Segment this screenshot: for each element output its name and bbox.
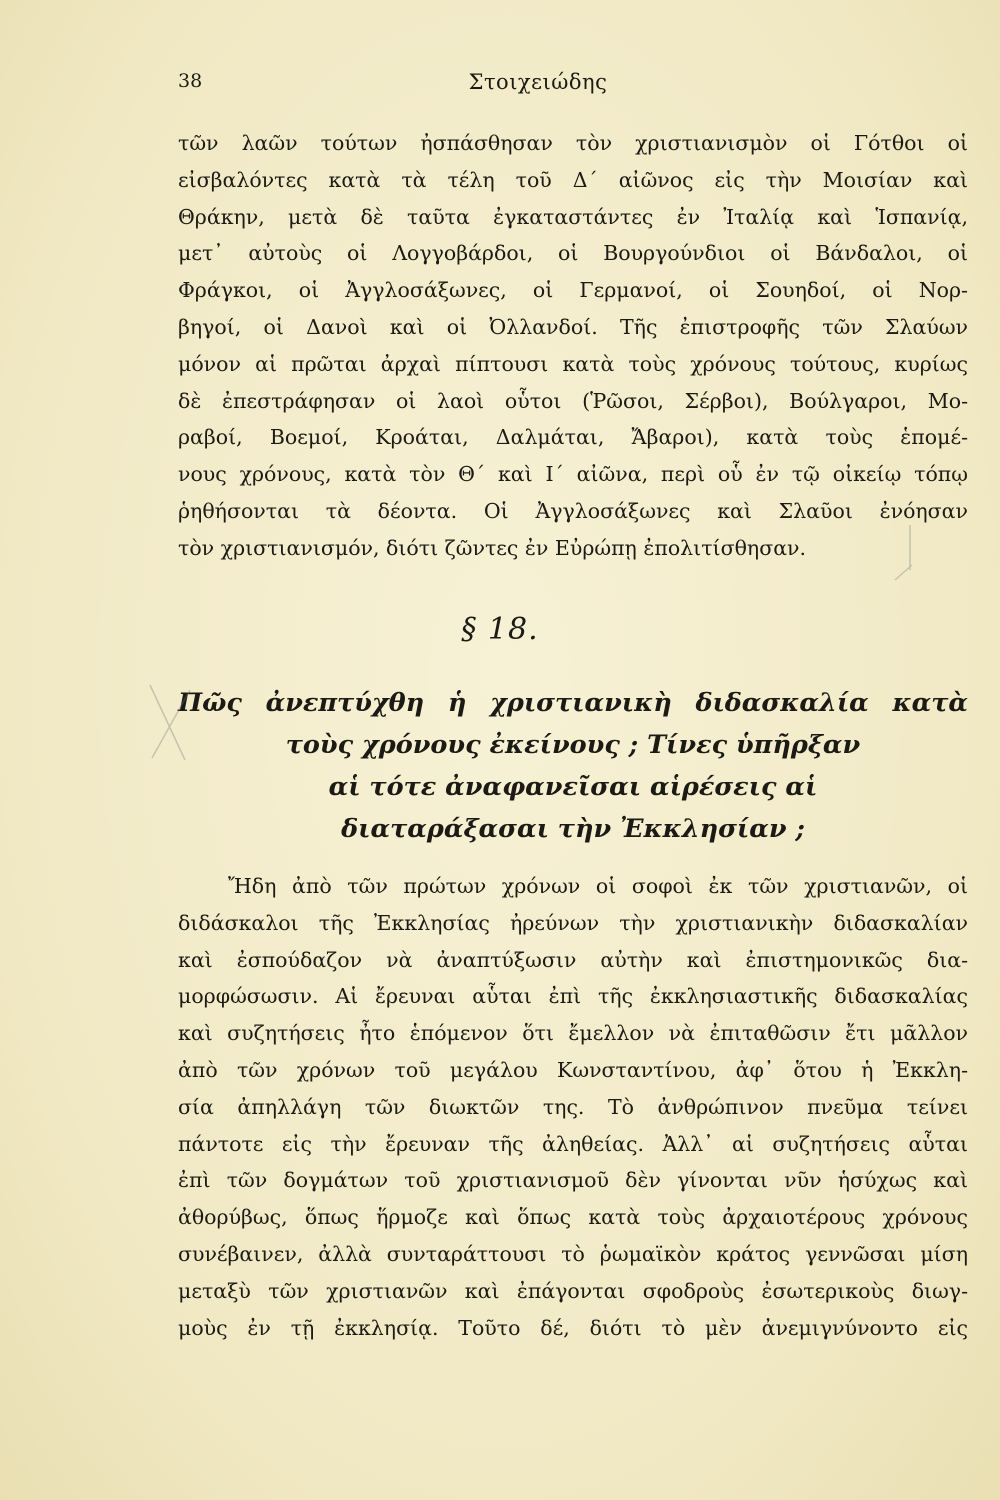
text-line: πάντοτε εἰς τὴν ἔρευναν τῆς ἀληθείας. Ἀλλ᾽ αἱ συζητήσεις αὗται — [178, 1131, 968, 1156]
text-line: ἀπὸ τῶν χρόνων τοῦ μεγάλου Κωνσταντίνου, ἀφ᾽ ὅτου ἡ Ἐκκλη- — [178, 1057, 968, 1082]
pencil-mark — [140, 680, 200, 770]
running-head: Στοιχειώδης — [468, 70, 608, 94]
page-number: 38 — [178, 70, 203, 92]
text-line: Ἤδη ἀπὸ τῶν πρώτων χρόνων οἱ σοφοὶ ἐκ τῶν χριστιανῶν, οἱ — [228, 874, 968, 898]
heading-line: Πῶς ἀνεπτύχθη ἡ χριστιανικὴ διδασκαλία κατὰ — [178, 688, 968, 718]
text-line: μορφώσωσιν. Αἱ ἔρευναι αὗται ἐπὶ τῆς ἐκκλησιαστικῆς διδασκαλίας — [178, 984, 968, 1009]
text-line: ἀθορύβως, ὅπως ἥρμοζε καὶ ὅπως κατὰ τοὺς ἀρχαιοτέρους χρόνους — [178, 1205, 968, 1230]
text-line: καὶ συζητήσεις ἦτο ἑπόμενον ὅτι ἔμελλον νὰ ἐπιταθῶσιν ἔτι μᾶλλον — [178, 1021, 968, 1046]
text-line: ἐπὶ τῶν δογμάτων τοῦ χριστιανισμοῦ δὲν γίνονται νῦν ἡσύχως καὶ — [178, 1168, 968, 1193]
text-line: τῶν λαῶν τούτων ἠσπάσθησαν τὸν χριστιανισμὸν οἱ Γότθοι οἱ — [178, 131, 968, 155]
paragraph-1 — [178, 125, 968, 567]
text-line: μετ᾽ αὐτοὺς οἱ Λογγοβάρδοι, οἱ Βουργούνδιοι οἱ Βάνδαλοι, οἱ — [178, 241, 968, 266]
heading-line: αἱ τότε ἀναφανεῖσαι αἱρέσεις αἱ — [328, 772, 818, 802]
text-line: σία ἀπηλλάγη τῶν διωκτῶν της. Τὸ ἀνθρώπινον πνεῦμα τείνει — [178, 1094, 968, 1119]
text-line: μόνον αἱ πρῶται ἀρχαὶ πίπτουσι κατὰ τοὺς χρόνους τούτους, κυρίως — [178, 351, 968, 376]
text-line: Φράγκοι, οἱ Ἀγγλοσάξωνες, οἱ Γερμανοί, οἱ Σουηδοί, οἱ Νορ- — [178, 278, 968, 303]
text-line: ραβοί, Βοεμοί, Κροάται, Δαλμάται, Ἄβαροι), κατὰ τοὺς ἑπομέ- — [178, 425, 968, 450]
section-heading — [178, 682, 968, 850]
heading-line: διαταράξασαι τὴν Ἐκκλησίαν ; — [341, 814, 805, 844]
text-line: καὶ ἐσπούδαζον νὰ ἀναπτύξωσιν αὐτὴν καὶ ἐπιστημονικῶς δια- — [178, 947, 968, 972]
heading-line: τοὺς χρόνους ἐκείνους ; Τίνες ὑπῆρξαν — [285, 730, 861, 760]
text-line: μοὺς ἐν τῇ ἐκκλησίᾳ. Τοῦτο δέ, διότι τὸ μὲν ἀνεμιγνύνοντο εἰς — [178, 1315, 968, 1340]
text-line: μεταξὺ τῶν χριστιανῶν καὶ ἐπάγονται σφοδροὺς ἐσωτερικοὺς διωγ- — [178, 1278, 968, 1303]
text-line: εἰσβαλόντες κατὰ τὰ τέλη τοῦ Δ΄ αἰῶνος εἰς τὴν Μοισίαν καὶ — [178, 167, 968, 192]
text-line: βηγοί, οἱ Δανοὶ καὶ οἱ Ὀλλανδοί. Τῆς ἐπιστροφῆς τῶν Σλαύων — [178, 314, 968, 339]
text-line: δὲ ἐπεστράφησαν οἱ λαοὶ οὗτοι (Ῥῶσοι, Σέρβοι), Βούλγαροι, Μο- — [178, 388, 968, 413]
text-line: τὸν χριστιανισμόν, διότι ζῶντες ἐν Εὐρώπῃ ἐπολιτίσθησαν. — [178, 535, 807, 560]
pencil-mark — [890, 520, 930, 590]
text-line: Θράκην, μετὰ δὲ ταῦτα ἐγκαταστάντες ἐν Ἰταλίᾳ καὶ Ἱσπανίᾳ, — [178, 204, 968, 229]
section-number: § 18. — [461, 612, 539, 647]
page-header — [178, 70, 898, 100]
paragraph-2 — [178, 868, 968, 1346]
text-line: ῥηθήσονται τὰ δέοντα. Οἱ Ἀγγλοσάξωνες καὶ Σλαῦοι ἐνόησαν — [178, 498, 968, 523]
text-line: διδάσκαλοι τῆς Ἐκκλησίας ἠρεύνων τὴν χριστιανικὴν διδασκαλίαν — [178, 910, 968, 935]
text-line: νους χρόνους, κατὰ τὸν Θ΄ καὶ Ι΄ αἰῶνα, περὶ οὗ ἐν τῷ οἰκείῳ τόπῳ — [178, 462, 968, 487]
text-line: συνέβαινεν, ἀλλὰ συνταράττουσι τὸ ῥωμαϊκὸν κράτος γεννῶσαι μίση — [178, 1241, 968, 1266]
